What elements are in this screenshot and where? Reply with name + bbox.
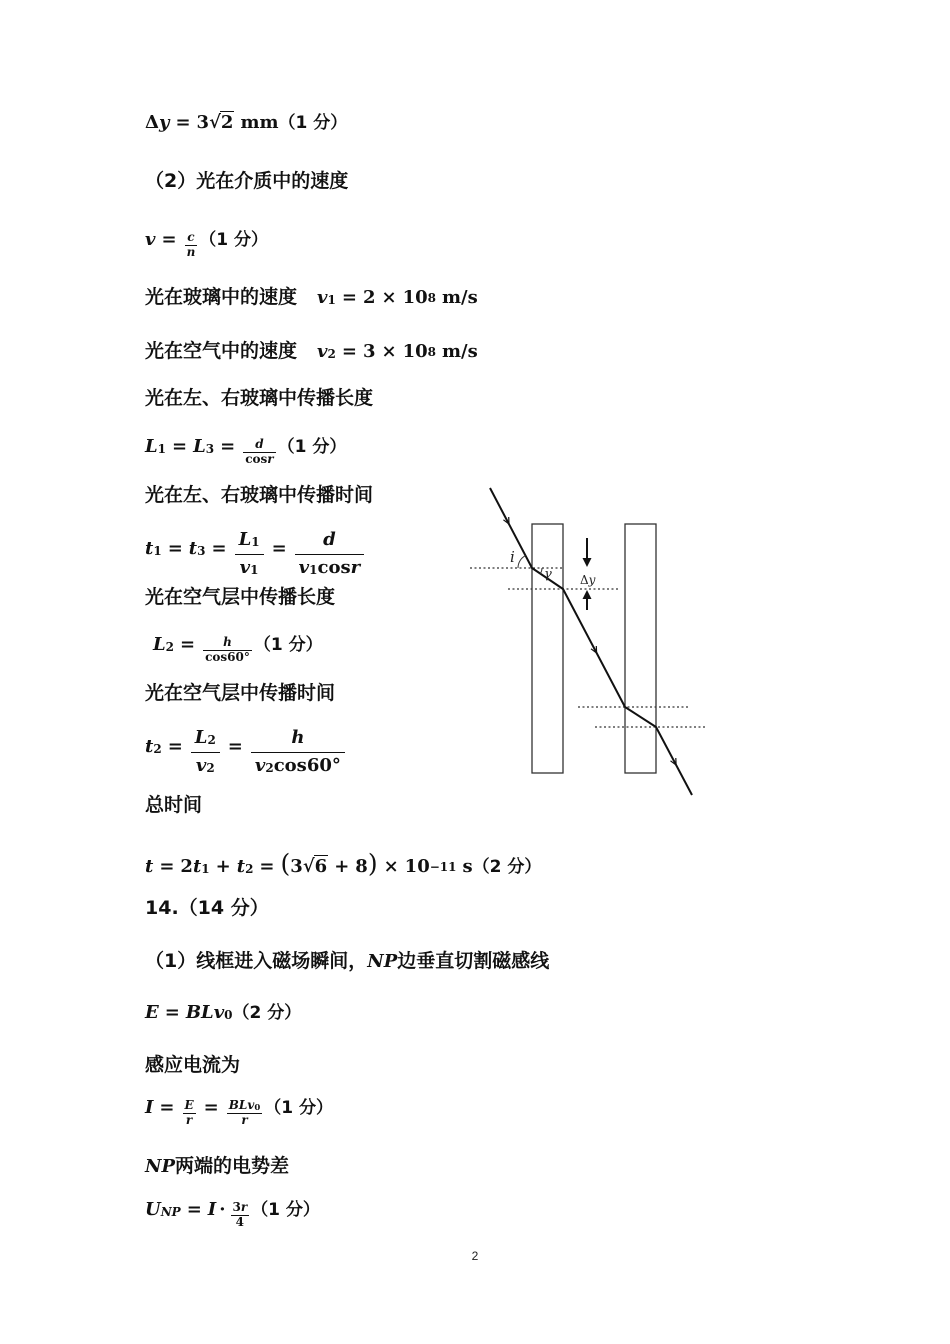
plus-sign: +: [334, 856, 350, 877]
coefficient: 3: [232, 1199, 241, 1214]
u-variable: U: [145, 1199, 161, 1220]
equals-sign: =: [259, 856, 275, 877]
t3-variable: t: [188, 538, 198, 559]
subscript: 1: [309, 562, 318, 577]
angle-gamma-arc: [540, 568, 542, 574]
numerator: [235, 530, 264, 555]
equals-sign: =: [211, 538, 227, 559]
fraction-h-over-v2cos60: [251, 728, 345, 776]
label-text: 光在左、右玻璃中传播长度: [145, 387, 374, 409]
equals-sign: =: [172, 436, 188, 457]
angle-gamma-label: γ: [544, 567, 552, 582]
equals-sign: =: [341, 287, 357, 308]
label-text: 光在空气层中传播时间: [145, 682, 336, 704]
light-ray: [490, 488, 692, 795]
subscript: 3: [205, 442, 215, 456]
denominator: [183, 1114, 196, 1128]
v-variable: v: [317, 341, 328, 362]
denominator: [227, 1114, 262, 1128]
subscript: 2: [245, 862, 254, 876]
numerator: [185, 231, 198, 246]
fraction: [203, 636, 252, 665]
numerator: [183, 1099, 196, 1114]
fraction-blv-over-r: [227, 1099, 262, 1128]
unit: mm: [240, 112, 279, 133]
medium-speed-formula: [145, 210, 268, 270]
heading-text-rest: 边垂直切割磁感线: [397, 950, 550, 972]
unit: m/s: [441, 341, 478, 362]
e-variable: E: [145, 1002, 159, 1023]
l-variable: L: [238, 528, 252, 550]
right-paren: ): [367, 849, 378, 878]
subscript: 1: [250, 562, 259, 577]
constant: 8: [355, 856, 368, 877]
np-edge-variable: NP: [367, 951, 398, 972]
heading-text: （2）光在介质中的速度: [145, 170, 349, 192]
unit: s: [462, 856, 473, 877]
base: 10: [402, 287, 428, 308]
coefficient: 2: [362, 287, 376, 308]
label-text: 光在空气层中传播长度: [145, 586, 336, 608]
subscript: 0: [224, 1008, 233, 1022]
t1-variable: t: [145, 538, 154, 559]
i-variable: I: [145, 1097, 154, 1118]
equals-sign: =: [175, 112, 191, 133]
score: （1 分）: [199, 230, 269, 250]
fraction-l2-over-v2: [191, 728, 220, 776]
coefficient: 2: [180, 856, 193, 877]
equals-sign: =: [203, 1097, 219, 1118]
h-variable: h: [223, 634, 232, 649]
left-glass-slab: [532, 524, 563, 773]
label-text: 感应电流为: [145, 1054, 241, 1076]
fraction: [243, 438, 275, 467]
equals-sign: =: [271, 538, 287, 559]
total-time-label: [145, 775, 202, 835]
times-sign: ×: [381, 287, 397, 308]
emf-formula: [145, 983, 301, 1043]
current-formula: [145, 1078, 333, 1138]
equals-sign: =: [167, 736, 183, 757]
equals-sign: =: [186, 1199, 202, 1220]
denominator: [185, 246, 198, 260]
page-number: 2: [471, 1249, 479, 1263]
t1-variable: t: [192, 856, 202, 877]
equals-sign: =: [161, 229, 177, 250]
l2-variable: L: [153, 634, 166, 655]
equals-sign: =: [220, 436, 236, 457]
angle-i-label: i: [510, 548, 515, 566]
shift-y-variable: y: [588, 573, 596, 587]
air-time-formula: [145, 717, 347, 777]
v-variable: v: [195, 754, 207, 776]
dot-operator: ·: [219, 1199, 226, 1220]
e-variable: E: [184, 1097, 194, 1112]
times-sign: ×: [383, 856, 399, 877]
denominator: [231, 1216, 250, 1230]
label: 光在空气中的速度: [145, 340, 298, 362]
l-variable: L: [194, 726, 208, 748]
exponent: −11: [429, 860, 457, 874]
cos60-term: cos60°: [273, 754, 341, 776]
unit: m/s: [441, 287, 478, 308]
l1-variable: L: [145, 436, 158, 457]
r-variable: r: [185, 1112, 193, 1127]
v-variable: v: [239, 556, 251, 578]
numerator: [295, 530, 364, 555]
c-variable: c: [187, 229, 195, 244]
fraction: [185, 231, 198, 260]
np-edge-variable: NP: [145, 1156, 175, 1177]
equals-sign: =: [341, 341, 357, 362]
score: （2 分）: [472, 857, 542, 877]
subscript: 1: [251, 534, 260, 549]
right-glass-slab: [625, 524, 656, 773]
radical-sign: √: [209, 112, 221, 133]
cos60-term: cos60°: [205, 649, 250, 664]
subscript: 2: [153, 742, 162, 756]
label-text: 两端的电势差: [175, 1155, 290, 1177]
fraction-3r-over-4: [231, 1201, 250, 1230]
shift-arrowhead-up: [583, 590, 592, 599]
equals-sign: =: [227, 736, 243, 757]
root-coefficient: 3: [290, 856, 303, 877]
radicand: 6: [314, 856, 328, 877]
radical-sign: √: [302, 856, 315, 877]
left-paren: (: [280, 849, 291, 878]
equals-sign: =: [180, 634, 196, 655]
r-variable: r: [240, 1199, 248, 1214]
air-time-label: [145, 663, 335, 723]
numerator: [243, 438, 275, 453]
denominator-value: 4: [235, 1214, 245, 1229]
numerator: [191, 728, 220, 753]
numerator: [231, 1201, 250, 1216]
subscript: 1: [201, 862, 210, 876]
np-voltage-formula: [145, 1180, 320, 1240]
blv-product: BLv: [185, 1002, 225, 1023]
angle-i-arc: [518, 556, 526, 568]
subscript: 1: [327, 293, 336, 307]
d-variable: d: [255, 436, 264, 451]
denominator: [251, 753, 345, 777]
coefficient: 3: [196, 112, 210, 133]
part2-heading: [145, 151, 348, 211]
subscript: NP: [160, 1205, 181, 1219]
base: 10: [402, 341, 428, 362]
subscript: 0: [254, 1102, 261, 1113]
score: （1 分）: [277, 437, 347, 457]
t2-variable: t: [236, 856, 246, 877]
heading-text: 14.（14 分）: [145, 897, 269, 919]
r-variable: r: [241, 1112, 248, 1127]
d-variable: d: [323, 528, 336, 550]
l3-variable: L: [193, 436, 206, 457]
subscript: 2: [207, 732, 216, 747]
delta-y-formula: [145, 93, 347, 153]
equals-sign: =: [167, 538, 183, 559]
base: 10: [404, 856, 430, 877]
r-variable: r: [267, 451, 274, 466]
subscript: 2: [265, 760, 274, 775]
score: （2 分）: [232, 1003, 302, 1023]
score: （1 分）: [264, 1098, 333, 1118]
n-variable: n: [186, 244, 196, 259]
equals-sign: =: [159, 856, 175, 877]
subscript: 1: [153, 544, 162, 558]
radicand: 2: [220, 112, 234, 133]
subscript: 2: [327, 347, 336, 361]
equals-sign: =: [159, 1097, 175, 1118]
v-variable: v: [298, 556, 310, 578]
blv-product: BLv: [228, 1097, 255, 1112]
cos-function: cos: [317, 556, 351, 578]
subscript: 3: [197, 544, 206, 558]
exponent: 8: [427, 345, 436, 359]
denominator: [191, 753, 220, 777]
label-text: 光在左、右玻璃中传播时间: [145, 484, 374, 506]
subscript: 2: [206, 760, 215, 775]
shift-label: [580, 573, 596, 587]
t-variable: t: [145, 856, 154, 877]
times-sign: ×: [381, 341, 397, 362]
t2-variable: t: [145, 736, 154, 757]
numerator: [227, 1099, 262, 1114]
y-variable: y: [158, 112, 170, 133]
refraction-diagram: [460, 480, 720, 810]
subscript: 1: [157, 442, 167, 456]
v-variable: v: [145, 229, 156, 250]
numerator: [251, 728, 345, 753]
shift-arrowhead-down: [583, 558, 592, 567]
glass-time-label: [145, 465, 373, 525]
h-variable: h: [291, 726, 305, 748]
score: （1 分）: [251, 1200, 320, 1220]
delta-symbol: Δ: [145, 112, 159, 133]
part1-heading: [145, 931, 549, 991]
label: 光在玻璃中的速度: [145, 286, 298, 308]
exponent: 8: [427, 291, 436, 305]
equals-sign: =: [164, 1002, 180, 1023]
label-text: 总时间: [145, 794, 203, 816]
v-variable: v: [317, 287, 328, 308]
coefficient: 3: [362, 341, 376, 362]
score: （1 分）: [253, 635, 323, 655]
score: （1 分）: [278, 113, 348, 133]
shift-delta-symbol: Δ: [580, 573, 589, 587]
question-14-heading: [145, 878, 269, 938]
plus-sign: +: [215, 856, 231, 877]
subscript: 2: [165, 640, 175, 654]
i-variable: I: [207, 1199, 217, 1220]
heading-text: （1）线框进入磁场瞬间，: [145, 950, 368, 972]
glass-speed-line: [145, 267, 478, 327]
r-variable: r: [350, 556, 361, 578]
numerator: [203, 636, 252, 651]
fraction-e-over-r: [183, 1099, 196, 1128]
cos-function: cos: [245, 451, 268, 466]
v-variable: v: [254, 754, 266, 776]
